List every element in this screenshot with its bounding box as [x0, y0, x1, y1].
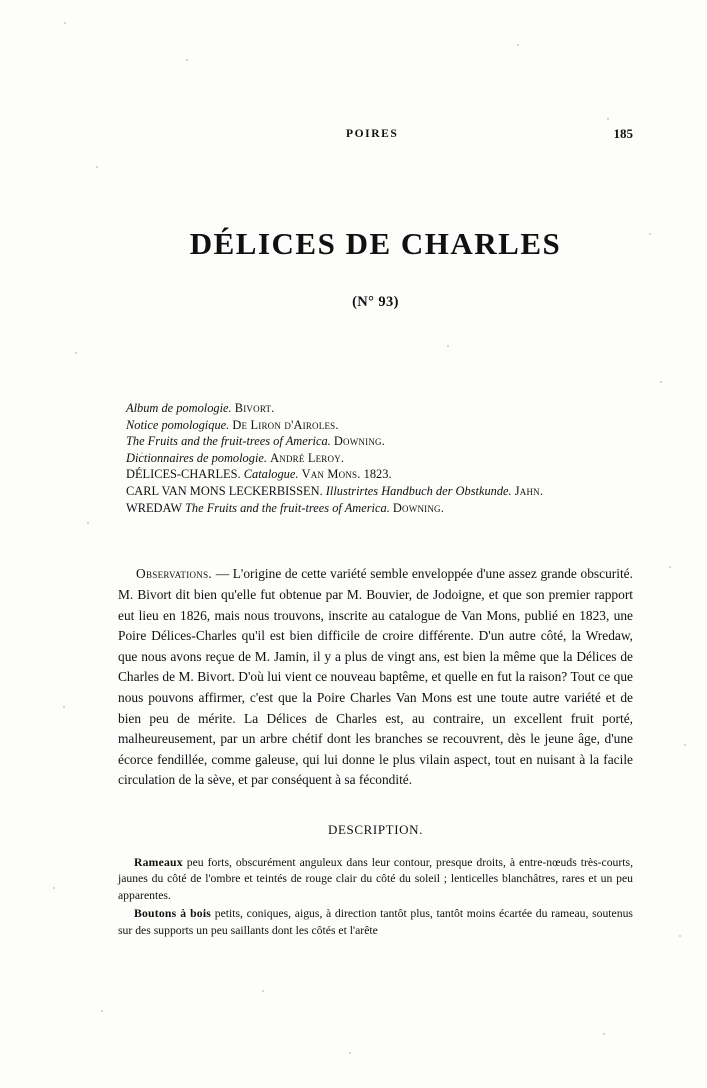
scan-speck — [75, 352, 77, 354]
text-block — [118, 0, 633, 1088]
reference-name: CARL VAN MONS LECKERBISSEN. — [126, 483, 323, 498]
reference-work: The Fruits and the fruit-trees of America. — [126, 434, 331, 449]
reference-name: WREDAW — [126, 500, 182, 515]
reference-work: Catalogue. — [243, 467, 299, 482]
description-term: Rameaux — [134, 856, 183, 869]
page-title: DÉLICES DE CHARLES — [189, 225, 562, 261]
scan-speck — [660, 381, 662, 383]
scan-speck — [679, 935, 681, 937]
description-heading: DESCRIPTION. — [328, 822, 423, 837]
scan-speck — [63, 706, 65, 708]
scan-speck — [101, 1010, 103, 1012]
description-text: peu forts, obscurément anguleux dans leur contour, presque droits, à entre-nœuds très-courts, jaunes du côté de l'ombre et teintés de rouge clair du côté du soleil ; lenticelles blanchâtres, rares et un peu apparentes. — [118, 856, 634, 902]
scan-speck — [669, 566, 671, 568]
reference-author: Bivort. — [234, 401, 275, 415]
reference-item — [126, 483, 631, 500]
reference-name: DÉLICES-CHARLES. — [126, 467, 241, 482]
reference-author: De Liron d'Airoles. — [232, 417, 339, 432]
reference-item — [126, 500, 631, 517]
observations-label: Observations. — [136, 566, 213, 582]
running-head-title: POIRES — [346, 128, 399, 140]
observations-text: L'origine de cette variété semble enveloppée d'une assez grande obscurité. M. Bivort dit bien qu'elle fut obtenue par M. Bouvier, de Jodoigne, et que son premier rapport eut lieu en 1826, mais nous trouvons, inscrite au catalogue de Van Mons, publié en 1823, une Poire Délices-Charles qu'il est bien difficile de croire différente. D'un autre côté, la Wredaw, que nous avons reçue de M. Jamin, il y a plus de vingt ans, est bien la même que la Délices de Charles de M. Bivort. D'où lui vient ce nouveau baptême, et quelle en fut la raison? Tout ce que nous pouvons affirmer, c'est que la Poire Charles Van Mons est une toute autre variété et de bien peu de mérite. La Délices de Charles est, au contraire, un excellent fruit porté, malheureusement, par un arbre chétif dont les branches se recouvrent, dès le jeune âge, d'une écorce fendillée, comme galeuse, qui lui donne le plus vilain aspect, tout en nuisant à la facile circulation de la sève, et par conséquent à sa fécondité. — [118, 566, 633, 788]
reference-work: The Fruits and the fruit-trees of America. — [185, 500, 390, 515]
reference-author: André Leroy. — [270, 450, 345, 465]
reference-item — [126, 466, 631, 483]
scan-speck — [96, 166, 98, 168]
reference-item — [126, 400, 631, 417]
reference-author: Van Mons. — [301, 467, 361, 482]
reference-list — [126, 400, 631, 516]
observations-dash: — — [215, 566, 230, 582]
observations-paragraph — [118, 564, 633, 791]
reference-work: Illustrirtes Handbuch der Obstkunde. — [325, 483, 512, 498]
scan-speck — [87, 522, 89, 524]
scan-speck — [64, 22, 66, 24]
description-term: Boutons à bois — [134, 907, 212, 921]
description-body — [118, 855, 633, 939]
variety-number: (N° 93) — [352, 294, 399, 310]
reference-item — [126, 417, 631, 434]
reference-author: Downing. — [392, 500, 445, 515]
scan-speck — [649, 233, 651, 235]
description-entry — [118, 906, 633, 939]
reference-work: Album de pomologie. — [126, 401, 232, 415]
reference-work: Notice pomologique. — [126, 417, 230, 432]
reference-item — [126, 433, 631, 450]
reference-author: Jahn. — [514, 483, 544, 498]
scan-speck — [53, 887, 55, 889]
reference-year: 1823. — [363, 467, 392, 482]
reference-author: Downing. — [333, 434, 386, 449]
description-text: petits, coniques, aigus, à direction tantôt plus, tantôt moins écartée du rameau, soutenus sur des supports un peu saillants dont les côtés et l'arête — [118, 907, 633, 937]
reference-work: Dictionnaires de pomologie. — [126, 450, 267, 465]
description-entry — [118, 855, 633, 904]
page-number: 185 — [613, 126, 633, 141]
scan-speck — [684, 744, 686, 746]
reference-item — [126, 450, 631, 467]
